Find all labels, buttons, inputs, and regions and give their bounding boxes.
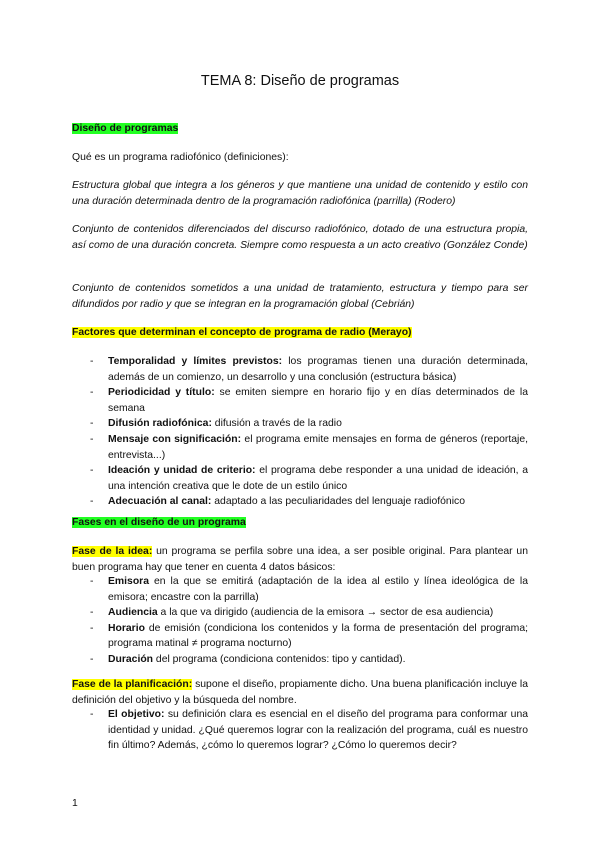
list-item (72, 432, 528, 463)
definition-cebrian: Conjunto de contenidos sometidos a una unidad de tratamiento, estructura y tiempo para ser difundidos por radio y que se integran en la programación global (Cebrián) (72, 283, 528, 310)
list-item-term: El objetivo: (108, 709, 165, 720)
heading-highlight: Fases en el diseño de un programa (72, 517, 246, 528)
list-item-term: Temporalidad y límites previstos: (108, 356, 283, 367)
factores-list (72, 354, 528, 510)
list-item-term: Horario (108, 622, 145, 634)
page-number: 1 (72, 798, 78, 809)
list-item-text: difusión a través de la radio (211, 418, 342, 430)
fase-idea-label: Fase de la idea: (72, 546, 153, 557)
list-item-text: el programa emite mensajes en forma de géneros (reportaje, entrevista...) (108, 433, 528, 461)
list-item (72, 605, 528, 621)
fase-idea-text: un programa se perfila sobre una idea, a ser posible original. Para plantear un buen programa hay que tener en cuenta 4 datos básicos: (72, 546, 528, 573)
list-item (72, 621, 528, 652)
list-item-term: Ideación y unidad de criterio: (108, 465, 256, 477)
planificacion-list (72, 707, 528, 754)
list-item-term: Periodicidad y título: (108, 387, 215, 399)
fase-idea-paragraph (72, 544, 528, 575)
definition-rodero: Estructura global que integra a los géneros y que mantiene una unidad de contenido y estilo con una duración determinada dentro de la programación radiofónica (parrilla) (Rodero) (72, 180, 528, 207)
list-item-term: Difusión radiofónica: (108, 418, 212, 430)
list-item-term: Emisora (108, 576, 150, 587)
list-item-text: a la que va dirigido (audiencia de la emisora → sector de esa audiencia) (157, 607, 494, 619)
section-heading-factores (72, 325, 528, 341)
heading-highlight: Factores que determinan el concepto de programa de radio (Merayo) (72, 327, 412, 338)
list-item (72, 385, 528, 416)
datos-basicos-list (72, 574, 528, 668)
list-item (72, 652, 528, 668)
list-item-term: Adecuación al canal: (108, 496, 212, 508)
list-item (72, 574, 528, 605)
list-item (72, 707, 528, 754)
definition-gonzalez-conde: Conjunto de contenidos diferenciados del discurso radiofónico, dotado de una estructura propia, así como de una duración concreta. Siempre como respuesta a un acto creativo (González Conde) (72, 224, 528, 251)
list-item-term: Audiencia (108, 607, 158, 619)
fase-planificacion-label: Fase de la planificación: (72, 679, 193, 690)
list-item (72, 416, 528, 432)
page-title: TEMA 8: Diseño de programas (200, 73, 400, 89)
fase-planificacion-text: supone el diseño, propiamente dicho. Una buena planificación incluye la definición del objetivo y la búsqueda del nombre. (72, 679, 528, 706)
list-item-text: el programa debe responder a una unidad de ideación, a una intención creativa que le dote de un estilo único (108, 465, 529, 492)
list-item (72, 494, 528, 510)
list-item-text: se emiten siempre en horario fijo y en días determinados de la semana (108, 387, 528, 414)
list-item-text: los programas tienen una duración determinada, además de un comienzo, un desarrollo y una conclusión (estructura básica) (108, 356, 528, 383)
section-heading-diseno (72, 121, 528, 137)
heading-highlight: Diseño de programas (72, 123, 179, 134)
list-item (72, 463, 528, 494)
list-item-text: en la que se emitirá (adaptación de la idea al estilo y línea ideológica de la emisora; encastre con la parrilla) (108, 576, 528, 603)
fase-planificacion-paragraph (72, 677, 528, 708)
intro-paragraph: Qué es un programa radiofónico (definiciones): (72, 152, 289, 163)
list-item-term: Mensaje con significación: (108, 433, 242, 445)
list-item-text: de emisión (condiciona los contenidos y la forma de presentación del programa; programa matinal ≠ programa nocturno) (108, 622, 528, 650)
list-item (72, 354, 528, 385)
list-item-text: su definición clara es esencial en el diseño del programa para conformar una identidad y unidad. ¿Qué queremos lograr con la realización del programa, cuál es nuestro fin último? Además, ¿cómo lo queremos lograr? ¿Cómo lo queremos decir? (108, 709, 529, 752)
list-item-text: adaptado a las peculiaridades del lenguaje radiofónico (211, 496, 465, 508)
section-heading-fases (72, 515, 528, 531)
list-item-term: Duración (108, 653, 154, 665)
list-item-text: del programa (condiciona contenidos: tipo y cantidad). (153, 653, 406, 665)
